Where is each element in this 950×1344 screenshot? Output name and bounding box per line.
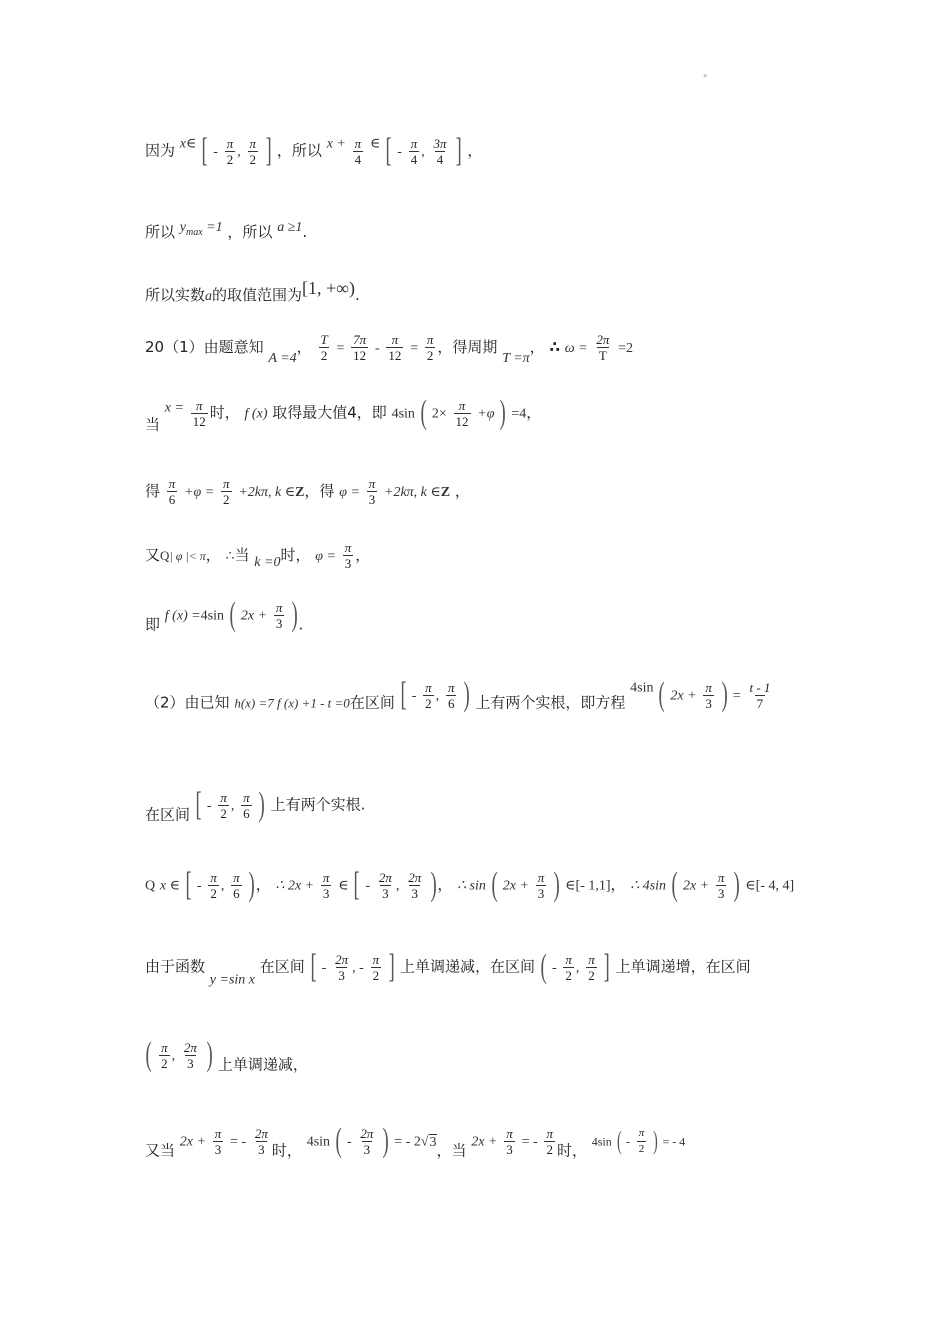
text: 的取值范围为	[212, 286, 303, 304]
math-bracket: [	[310, 948, 317, 985]
text: 所以	[145, 223, 176, 241]
text: （2）由已知	[145, 693, 230, 712]
solution-line-13: ( $\frac{\pi}{2}$ , $\frac{2\pi}{3}$ ) 上单调递减，	[145, 1036, 308, 1074]
text: ，	[205, 546, 221, 564]
math-expression: A =4	[268, 351, 297, 366]
math-bracket: (	[229, 596, 236, 633]
interval-expression: [1, +∞)	[302, 278, 356, 298]
text: ，得	[304, 482, 335, 500]
solution-line-4: 20（1）由题意知 A =4， $\frac{T}{2}$ = $\frac{7\pi}{12}$ - $\frac{\pi}{12}$ = $\frac{\pi}{2}$ ，得周期 T =π， ∴ ω = $\frac{2\pi}{T}$ =2	[145, 332, 634, 366]
therefore-symbol: ∴	[549, 338, 560, 356]
text: ，得周期	[437, 338, 498, 356]
math-fraction: $\frac{\pi}{2}$	[249, 135, 257, 167]
math-bracket: )	[653, 1126, 658, 1155]
math-bracket: )	[291, 596, 298, 633]
text: ，	[296, 338, 312, 356]
math-fraction: $\frac{2\pi}{3}$	[335, 951, 349, 983]
math-fraction: $\frac{2\pi}{3}$	[408, 869, 422, 901]
math-fraction: $\frac{\pi}{3}$	[322, 869, 330, 901]
math-fraction: $\frac{\pi}{4}$	[354, 135, 362, 167]
math-fraction: $\frac{T}{2}$	[320, 332, 328, 363]
math-fraction: $\frac{\pi}{2}$	[220, 789, 227, 821]
solution-line-7: 又Q| φ |< π， ∴当 k =0时， φ = $\frac{\pi}{3}$ ，	[145, 540, 371, 571]
text: Q	[145, 878, 156, 894]
math-bracket: )	[733, 866, 740, 903]
math-fraction: $\frac{2\pi}{T}$	[596, 332, 610, 363]
math-bracket: )	[248, 866, 256, 903]
math-fraction: $\frac{\pi}{3}$	[537, 869, 545, 901]
text: ，	[437, 875, 453, 894]
math-bracket: ]	[455, 132, 463, 169]
math-fraction: $\frac{\pi}{6}$	[243, 789, 250, 821]
math-bracket: )	[499, 394, 507, 431]
math-expression: a ≥1	[277, 220, 303, 235]
text: ，	[355, 546, 371, 564]
math-bracket: ]	[604, 948, 611, 985]
math-fraction: $\frac{\pi}{3}$	[368, 476, 376, 507]
math-expression: f (x)	[244, 406, 268, 422]
math-fraction: $\frac{\pi}{3}$	[705, 679, 712, 711]
text: ，	[454, 482, 470, 500]
text: 上单调递减，在区间	[400, 957, 536, 976]
solution-line-14: 又当 2x + $\frac{\pi}{3}$ = - $\frac{2\pi}{3}$ 时， 4sin ( - $\frac{2\pi}{3}$ ) = - 2√3，当 2x + $\frac{\pi}{3}$ = - $\frac{\pi}{2}$ 时， 4sin ( - $\frac{\pi}{2}$ ) = - 4	[145, 1122, 686, 1160]
solution-line-6: 得 $\frac{\pi}{6}$ +φ = $\frac{\pi}{2}$ +2kπ, k ∈Z，得 φ = $\frac{\pi}{3}$ +2kπ, k ∈Z ，	[145, 476, 470, 507]
math-bracket: [	[385, 132, 392, 169]
text: 当	[234, 546, 250, 564]
math-bracket: [	[353, 866, 361, 903]
math-bracket: [	[195, 786, 202, 823]
text: 由于函数	[145, 957, 206, 976]
text: ，	[526, 403, 542, 422]
math-fraction: $\frac{\pi}{3}$	[214, 1125, 222, 1157]
math-fraction: $\frac{2\pi}{3}$	[360, 1125, 374, 1157]
math-fraction: $\frac{3\pi}{4}$	[433, 135, 447, 167]
math-fraction: $\frac{\pi}{6}$	[447, 679, 455, 711]
solution-line-10: 在区间 [ - $\frac{\pi}{2}$ , $\frac{\pi}{6}$ ) 上有两个实根.	[145, 786, 366, 824]
solution-line-11: Q x ∈ [ - $\frac{\pi}{2}$ , $\frac{\pi}{6}$ )， ∴ 2x + $\frac{\pi}{3}$ ∈ [ - $\frac{2\pi}{3}$ , $\frac{2\pi}{3}$ )， ∴ sin ( 2x + $\frac{\pi}{3}$ ) ∈[- 1,1]， ∴ 4sin ( 2x + $\frac{\pi}{3}$ ) ∈[- 4, 4]	[145, 866, 795, 903]
text: .	[355, 286, 360, 304]
text: ，	[529, 338, 545, 356]
math-fraction: $\frac{\pi}{4}$	[410, 135, 418, 167]
math-fraction: $\frac{\pi}{12}$	[455, 397, 469, 429]
solution-line-9: （2）由已知 h(x) =7 f (x) +1 - t =0在区间 [ - $\frac{\pi}{2}$ , $\frac{\pi}{6}$ ) 上有两个实根，即方程 4sin ( 2x + $\frac{\pi}{3}$ ) = $\frac{t - 1}{7}$	[145, 676, 771, 713]
math-fraction: $\frac{\pi}{2}$	[372, 951, 380, 983]
math-fraction: $\frac{\pi}{2}$	[588, 951, 595, 983]
math-bracket: )	[721, 676, 728, 713]
math-fraction: $\frac{\pi}{2}$	[565, 951, 572, 983]
math-bracket: )	[430, 866, 437, 903]
math-fraction: $\frac{\pi}{2}$	[425, 679, 432, 711]
text: 又当	[145, 1141, 176, 1160]
math-fraction: $\frac{\pi}{3}$	[506, 1125, 513, 1157]
text: 时，	[280, 546, 311, 564]
text: 上单调递增，在区间	[615, 957, 751, 976]
solution-line-5: 当 x = $\frac{\pi}{12}$ 时， f (x) 取得最大值4，即 4sin ( 2× $\frac{\pi}{12}$ +φ ) =4，	[145, 394, 542, 434]
text: ，当	[436, 1141, 467, 1160]
math-fraction: $\frac{\pi}{2}$	[223, 476, 230, 507]
text: 在区间	[145, 805, 191, 824]
math-fraction: $\frac{\pi}{3}$	[344, 540, 352, 571]
text: 上有两个实根，即方程	[475, 693, 626, 712]
text: 时，	[209, 403, 240, 422]
math-fraction: $\frac{t - 1}{7}$	[749, 679, 771, 711]
solution-line-1: 因为 x∈ [ - $\frac{\pi}{2}$ , $\frac{\pi}{2}$ ] ，所以 x + $\frac{\pi}{4}$ ∈ [ - $\frac{\pi}{4}$ , $\frac{3\pi}{4}$ ] ，	[145, 132, 483, 169]
solution-line-12: 由于函数 y =sin x 在区间 [ - $\frac{2\pi}{3}$ , - $\frac{\pi}{2}$ ] 上单调递减，在区间 ( - $\frac{\pi}{2}$ , $\frac{\pi}{2}$ ] 上单调递增，在区间	[145, 948, 751, 988]
text: ，所以	[227, 223, 273, 241]
text: ，	[467, 141, 483, 160]
text: ，	[610, 875, 626, 894]
math-bracket: (	[616, 1126, 622, 1155]
text: 又	[145, 546, 161, 564]
math-bracket: )	[206, 1036, 213, 1073]
math-bracket: ]	[388, 948, 395, 985]
text: 即	[145, 615, 161, 634]
math-bracket: )	[463, 676, 471, 713]
text: 在区间	[259, 957, 305, 976]
math-fraction: $\frac{\pi}{2}$	[426, 332, 434, 363]
math-bracket: [	[185, 866, 192, 903]
math-bracket: (	[540, 948, 547, 985]
math-fraction: $\frac{\pi}{2}$	[161, 1039, 168, 1071]
math-fraction: $\frac{\pi}{2}$	[638, 1126, 645, 1155]
math-fraction: $\frac{\pi}{2}$	[210, 869, 217, 901]
text: .	[298, 615, 304, 634]
text: ，	[255, 875, 271, 894]
solution-line-3	[145, 278, 360, 307]
text: 所以实数	[145, 286, 206, 304]
math-bracket: )	[259, 786, 266, 823]
solution-line-8: 即 f (x) =4sin ( 2x + $\frac{\pi}{3}$ ).	[145, 596, 304, 634]
math-bracket: (	[145, 1036, 152, 1073]
solution-line-2	[145, 218, 307, 243]
math-fraction: $\frac{\pi}{3}$	[275, 599, 283, 631]
text: 当	[145, 415, 161, 434]
text: 在区间	[349, 693, 395, 712]
math-bracket: ]	[265, 132, 272, 169]
text: 时，	[271, 1141, 302, 1160]
math-bracket: (	[420, 394, 427, 431]
text: 上有两个实根.	[270, 795, 366, 814]
text: 取得最大值4，即	[272, 403, 387, 422]
math-expression: T =π	[502, 351, 530, 366]
variable-a: a	[205, 289, 213, 304]
text: .	[302, 223, 308, 241]
math-fraction: $\frac{\pi}{2}$	[546, 1125, 553, 1157]
math-bracket: (	[491, 866, 498, 903]
math-fraction: $\frac{2\pi}{3}$	[378, 869, 392, 901]
math-expression: x +	[326, 136, 346, 152]
text: 时，	[556, 1141, 587, 1160]
math-fraction: $\frac{\pi}{6}$	[233, 869, 240, 901]
math-fraction: $\frac{\pi}{12}$	[192, 397, 206, 429]
math-bracket: (	[335, 1122, 342, 1159]
math-fraction: $\frac{2\pi}{3}$	[254, 1125, 268, 1157]
text: 上单调递减，	[217, 1055, 308, 1074]
math-fraction: $\frac{7\pi}{12}$	[353, 332, 367, 363]
math-bracket: )	[382, 1122, 389, 1159]
text: 得	[145, 482, 161, 500]
math-fraction: $\frac{\pi}{6}$	[168, 476, 176, 507]
math-expression: x∈	[179, 136, 197, 152]
page-mark: "	[703, 74, 708, 84]
math-fraction: $\frac{\pi}{12}$	[388, 332, 402, 363]
math-bracket: [	[201, 132, 208, 169]
math-bracket: (	[658, 676, 666, 713]
text: 20（1）由题意知	[145, 338, 264, 356]
math-expression: $y_{max} =1$	[179, 220, 223, 238]
math-bracket: [	[400, 676, 407, 713]
text: 因为	[145, 141, 176, 160]
text: ，所以	[276, 141, 322, 160]
math-fraction: $\frac{\pi}{2}$	[226, 135, 234, 167]
math-fraction: $\frac{\pi}{3}$	[717, 869, 725, 901]
math-bracket: (	[671, 866, 678, 903]
math-bracket: )	[553, 866, 560, 903]
math-fraction: $\frac{2\pi}{3}$	[183, 1039, 197, 1071]
